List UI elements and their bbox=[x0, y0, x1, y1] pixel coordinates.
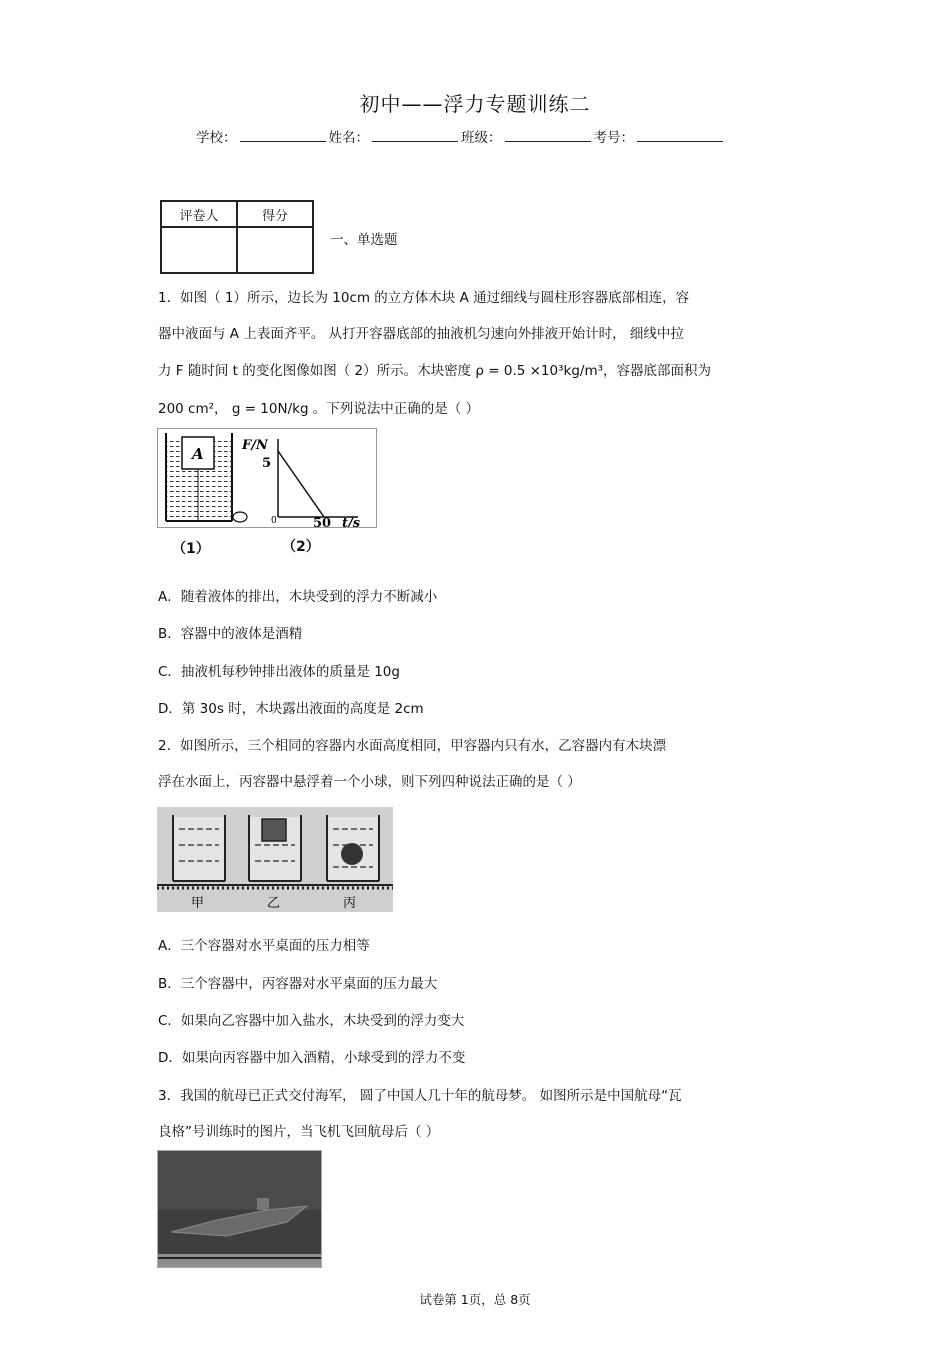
name-label: 姓名： bbox=[328, 130, 369, 146]
container-yi bbox=[249, 815, 301, 881]
q2-option-b[interactable]: B．三个容器中，丙容器对水平桌面的压力最大 bbox=[158, 976, 438, 992]
q2-option-c[interactable]: C．如果向乙容器中加入盐水，木块受到的浮力变大 bbox=[158, 1013, 465, 1029]
force-line bbox=[278, 451, 324, 517]
label-jia: 甲 bbox=[191, 896, 205, 911]
q3-line-1: 3．我国的航母已正式交付海军， 圆了中国人几十年的航母梦。 如图所示是中国航母“瓦 bbox=[158, 1088, 682, 1104]
q1-option-b[interactable]: B．容器中的液体是酒精 bbox=[158, 626, 303, 642]
q2-option-a[interactable]: A．三个容器对水平桌面的压力相等 bbox=[158, 938, 370, 954]
q2-option-d[interactable]: D．如果向丙容器中加入酒精，小球受到的浮力不变 bbox=[158, 1050, 466, 1066]
score-header: 得分 bbox=[237, 201, 313, 227]
aircraft-carrier-photo bbox=[157, 1150, 322, 1268]
section-heading: 一、单选题 bbox=[330, 232, 398, 248]
page-footer: 试卷第 1页，总 8页 bbox=[419, 1292, 531, 1307]
grader-header: 评卷人 bbox=[161, 201, 237, 227]
exam-no-blank[interactable] bbox=[637, 128, 723, 142]
student-info-row bbox=[196, 126, 726, 146]
force-time-graph bbox=[241, 438, 361, 528]
q1-option-c[interactable]: C．抽液机每秒钟排出液体的质量是 10g bbox=[158, 664, 400, 680]
label-bing: 丙 bbox=[343, 896, 357, 911]
y-tick-label: 5 bbox=[262, 456, 272, 471]
page-title: 初中——浮力专题训练二 bbox=[359, 92, 591, 116]
q1-line-3: 力 F 随时间 t 的变化图像如图（ 2）所示。木块密度 ρ = 0.5 ×10³kg/m³，容器底部面积为 bbox=[158, 363, 712, 379]
q1-line-4: 200 cm²， g = 10N/kg 。下列说法中正确的是（ ） bbox=[158, 401, 480, 417]
q2-line-2: 浮在水面上，丙容器中悬浮着一个小球，则下列四种说法正确的是（ ） bbox=[158, 774, 581, 790]
q1-line-2: 器中液面与 A 上表面齐平。 从打开容器底部的抽液机匀速向外排液开始计时， 细线中拉 bbox=[158, 326, 684, 342]
container-jia bbox=[173, 815, 225, 881]
score-cell[interactable] bbox=[237, 227, 313, 273]
exam-no-label: 考号： bbox=[593, 130, 634, 146]
origin-label: 0 bbox=[271, 516, 277, 526]
score-table bbox=[160, 200, 314, 274]
pump-icon bbox=[233, 512, 247, 522]
class-label: 班级： bbox=[461, 130, 502, 146]
label-yi: 乙 bbox=[267, 896, 281, 911]
block-label: A bbox=[192, 445, 204, 463]
container-bing bbox=[327, 815, 379, 881]
q2-figure bbox=[157, 807, 393, 912]
name-blank[interactable] bbox=[372, 128, 458, 142]
q1-figure bbox=[157, 428, 377, 528]
q1-option-d[interactable]: D．第 30s 时，木块露出液面的高度是 2cm bbox=[158, 701, 424, 717]
school-label: 学校： bbox=[196, 130, 237, 146]
q1-line-1: 1．如图（ 1）所示，边长为 10cm 的立方体木块 A 通过细线与圆柱形容器底部相连，容 bbox=[158, 290, 690, 306]
q1-caption-2: （2） bbox=[282, 539, 320, 555]
grader-cell[interactable] bbox=[161, 227, 237, 273]
q1-option-a[interactable]: A．随着液体的排出，木块受到的浮力不断减小 bbox=[158, 589, 438, 605]
q1-caption-1: （1） bbox=[172, 541, 210, 557]
class-blank[interactable] bbox=[505, 128, 591, 142]
school-blank[interactable] bbox=[240, 128, 326, 142]
q3-line-2: 良格”号训练时的图片，当飞机飞回航母后（ ） bbox=[158, 1124, 440, 1140]
y-axis-label: F/N bbox=[242, 438, 268, 453]
container-diagram bbox=[166, 433, 247, 522]
suspended-ball bbox=[341, 843, 363, 865]
x-axis-label: t/s bbox=[342, 516, 361, 528]
x-tick-label: 50 bbox=[313, 516, 332, 528]
floating-wood-block bbox=[262, 819, 286, 841]
q2-line-1: 2．如图所示，三个相同的容器内水面高度相同，甲容器内只有水，乙容器内有木块漂 bbox=[158, 738, 667, 754]
